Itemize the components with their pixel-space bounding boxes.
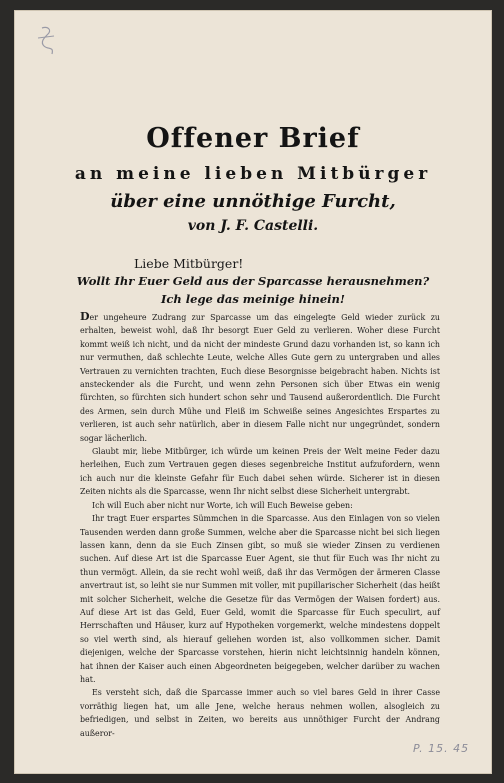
paragraph-2: Glaubt mir, liebe Mitbürger, ich würde um keinen Preis der Welt meine Feder dazu herleihen, Euch zum Vertrauen gegen dieses segenbreiche Institut aufzufordern, wenn ich auch nur die kleinste Gefahr für Euch dabei sehen würde. Sicherer ist in diesen Zeiten nichts als die Sparcasse, wenn Ihr nicht selbst diese Sicherheit untergrabt. xyxy=(80,447,440,497)
paragraph-1-text: er ungeheure Zudrang zur Sparcasse um das eingelegte Geld wieder zurück zu erhalten, beweist wohl, daß Ihr besorgt Euer Geld zu verlieren. Woher diese Furcht kommt weiß ich nicht, und da nicht der mindeste Grund dazu vorhanden ist, so kann ich nur vermuthen, daß schlechte Leute, welche Alles Gute gern zu untergraben und alles Vertrauen zu vernichten trachten, Euch diese Besorgnisse beigebracht haben. Nichts ist ansteckender als die Furcht, und wenn zehn Personen sich über Etwas ein wenig fürchten, so fürchten sich hundert schon sehr und Tausend außerordentlich. Die Furcht des Armen, sein durch Mühe und Fleiß im Schweiße seines Angesichtes Erspartes zu verlieren, ist auch sehr natürlich, aber in diesem Falle nicht nur ungegründet, sondern sogar lächerlich. xyxy=(80,313,440,443)
drop-cap: D xyxy=(80,310,90,323)
letter-body xyxy=(80,310,440,740)
salutation: Liebe Mitbürger! xyxy=(134,256,244,271)
letter-subtitle-2: über eine unnöthige Furcht, xyxy=(110,191,396,212)
question-line-2: Ich lege das meinige hinein! xyxy=(161,292,345,306)
letter-title: Offener Brief xyxy=(146,123,360,154)
paragraph-1 xyxy=(80,310,440,445)
paragraph-5: Es versteht sich, daß die Sparcasse immer auch so viel bares Geld in ihrer Casse vorräthig liegen hat, um alle Jene, welche heraus nehmen wollen, alsogleich zu befriedigen, und selbst in Zeiten, wo bereits aus unnöthiger Furcht der Andrang außeror- xyxy=(80,688,440,738)
letter-subtitle-1: an meine lieben Mitbürger xyxy=(74,164,432,184)
paragraph-4: Ihr tragt Euer erspartes Sümmchen in die Sparcasse. Aus den Einlagen von so vielen Tausenden werden dann große Summen, welche aber die Sparcasse nicht bei sich liegen lassen kann, denn da sie Euch Zinsen gibt, so muß sie wieder Zinsen zu verdienen suchen. Auf diese Art ist die Sparcasse Euer Agent, sie thut für Euch was Ihr nicht zu thun vermögt. Allein, da sie recht wohl weiß, daß ihr das Vermögen der ärmeren Classe anvertraut ist, so leiht sie nur Summen mit voller, mit pupillarischer Sicherheit (das heißt mit solcher Sicherheit, welche die Gesetze für das Vermögen der Waisen fordert) aus. Auf diese Art ist das Geld, Euer Geld, womit die Sparcasse für Euch speculirt, auf Herrschaften und Häuser, kurz auf Hypotheken vorgemerkt, welche mindestens doppelt so viel werth sind, als hierauf geliehen worden ist, also vollkommen sicher. Damit diejenigen, welche der Sparcasse vorstehen, hierin nicht leichtsinnig handeln können, hat ihnen der Kaiser auch einen Abgeordneten beigegeben, welcher darüber zu wachen hat. xyxy=(80,514,440,684)
question-line-1: Wollt Ihr Euer Geld aus der Sparcasse herausnehmen? xyxy=(76,274,430,288)
paragraph-3: Ich will Euch aber nicht nur Worte, ich will Euch Beweise geben: xyxy=(92,500,353,510)
letter-sheet xyxy=(14,10,492,774)
archive-number: P. 15. 45 xyxy=(413,742,470,755)
author-line: von J. F. Castelli. xyxy=(187,218,319,234)
handwritten-pencil-mark-icon xyxy=(34,24,60,58)
